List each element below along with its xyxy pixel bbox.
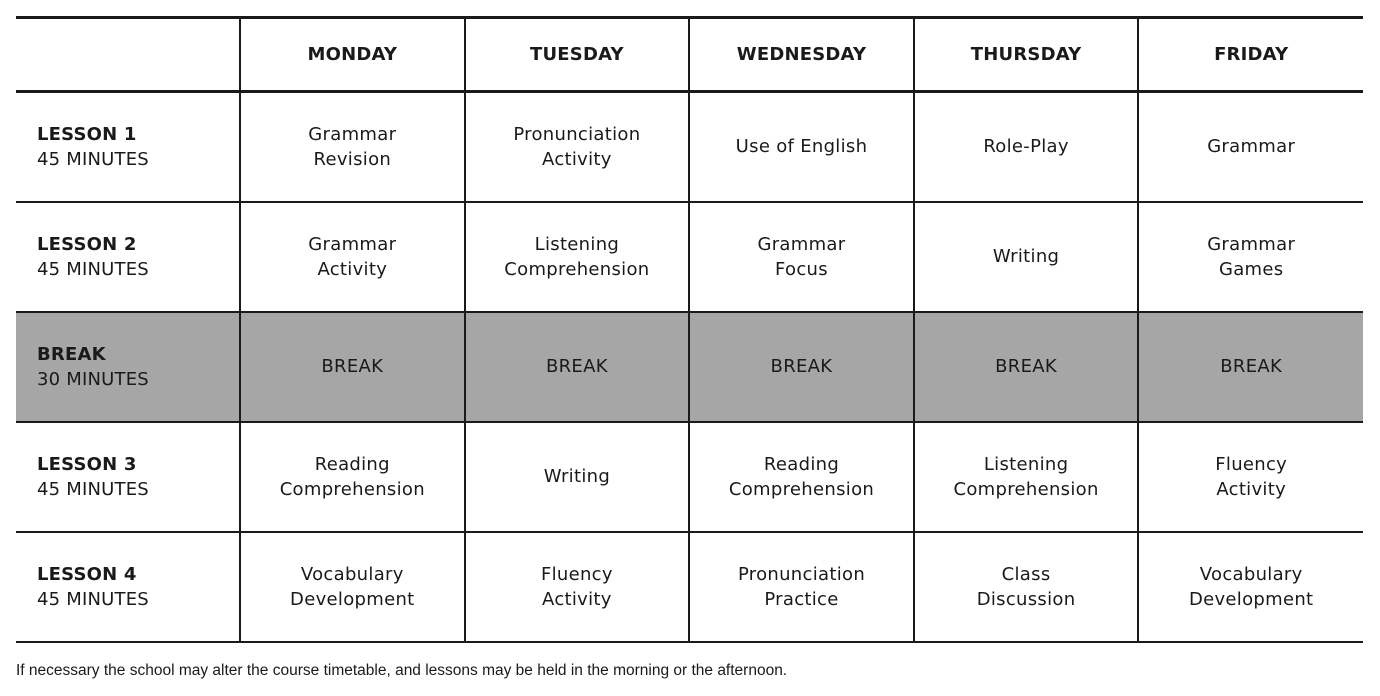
- cell-text: Activity: [542, 148, 612, 170]
- cell-text: Comprehension: [504, 258, 650, 280]
- cell-text: Pronunciation: [513, 123, 641, 145]
- cell-text: Listening: [983, 453, 1069, 475]
- cell-text: Writing: [543, 466, 611, 487]
- cell-text: Activity: [1216, 478, 1287, 500]
- cell-wednesday: [689, 312, 914, 422]
- lesson-row: [16, 202, 1363, 312]
- header-day-friday: FRIDAY: [1138, 18, 1363, 92]
- cell-wednesday: [689, 532, 914, 642]
- cell-text: BREAK: [1220, 356, 1283, 377]
- cell-monday: [240, 422, 465, 532]
- cell-wednesday: [689, 422, 914, 532]
- cell-text: Grammar: [1207, 136, 1296, 158]
- cell-tuesday: [465, 532, 690, 642]
- row-title: LESSON 3: [37, 453, 137, 475]
- cell-friday: [1138, 312, 1363, 422]
- cell-thursday: [914, 422, 1139, 532]
- header-corner: [16, 18, 240, 92]
- lesson-row: [16, 422, 1363, 532]
- cell-text: Activity: [317, 258, 388, 280]
- cell-friday: [1138, 422, 1363, 532]
- cell-monday: [240, 202, 465, 312]
- header-row: [16, 18, 1363, 92]
- cell-text: Reading: [763, 453, 840, 475]
- cell-text: Comprehension: [953, 478, 1099, 500]
- cell-text: Grammar: [308, 123, 397, 145]
- cell-text: Revision: [313, 148, 392, 170]
- cell-friday: [1138, 202, 1363, 312]
- cell-thursday: [914, 532, 1139, 642]
- cell-wednesday: [689, 92, 914, 202]
- cell-text: Pronunciation: [737, 563, 866, 585]
- header-day-thursday: THURSDAY: [914, 18, 1139, 92]
- cell-tuesday: [465, 312, 690, 422]
- row-header: [16, 532, 240, 642]
- cell-monday: [240, 312, 465, 422]
- cell-text: Class: [1001, 563, 1051, 585]
- cell-text: Grammar: [308, 233, 397, 255]
- cell-text: Grammar: [757, 233, 846, 255]
- row-header: [16, 422, 240, 532]
- cell-text: Games: [1218, 258, 1284, 280]
- cell-text: BREAK: [995, 356, 1057, 377]
- cell-thursday: [914, 92, 1139, 202]
- cell-text: Vocabulary: [300, 563, 404, 585]
- row-title: LESSON 4: [37, 563, 137, 585]
- cell-text: Role-Play: [983, 136, 1069, 158]
- cell-tuesday: [465, 422, 690, 532]
- cell-text: BREAK: [770, 356, 833, 377]
- cell-text: Fluency: [540, 563, 613, 585]
- cell-tuesday: [465, 92, 690, 202]
- timetable-body: [16, 92, 1363, 642]
- row-duration: 45 MINUTES: [37, 588, 149, 610]
- footnote: If necessary the school may alter the course timetable, and lessons may be held in the morning or the afternoon.: [16, 662, 788, 679]
- lesson-row: [16, 92, 1363, 202]
- row-duration: 45 MINUTES: [37, 148, 149, 170]
- header-day-monday: MONDAY: [240, 18, 465, 92]
- row-title: BREAK: [37, 343, 106, 365]
- cell-text: BREAK: [321, 356, 384, 377]
- break-row: [16, 312, 1363, 422]
- cell-text: Fluency: [1215, 453, 1288, 475]
- cell-text: Reading: [314, 453, 390, 475]
- cell-thursday: [914, 202, 1139, 312]
- cell-text: Comprehension: [728, 478, 875, 500]
- cell-wednesday: [689, 202, 914, 312]
- lesson-row: [16, 532, 1363, 642]
- row-title: LESSON 1: [37, 123, 137, 145]
- cell-text: Development: [290, 588, 415, 610]
- row-title: LESSON 2: [37, 233, 137, 255]
- row-header: [16, 312, 240, 422]
- cell-text: Activity: [542, 588, 612, 610]
- cell-tuesday: [465, 202, 690, 312]
- cell-text: BREAK: [545, 356, 608, 377]
- row-header: [16, 92, 240, 202]
- row-duration: 45 MINUTES: [37, 258, 149, 280]
- cell-text: Vocabulary: [1199, 563, 1303, 585]
- cell-text: Grammar: [1207, 233, 1296, 255]
- row-duration: 30 MINUTES: [37, 368, 149, 390]
- cell-text: Comprehension: [279, 478, 425, 500]
- row-header: [16, 202, 240, 312]
- cell-friday: [1138, 532, 1363, 642]
- cell-text: Writing: [992, 246, 1060, 267]
- timetable: [16, 16, 1363, 643]
- header-day-tuesday: TUESDAY: [465, 18, 690, 92]
- cell-text: Use of English: [735, 136, 868, 158]
- cell-text: Listening: [534, 233, 620, 255]
- cell-monday: [240, 92, 465, 202]
- cell-text: Discussion: [976, 588, 1076, 610]
- cell-friday: [1138, 92, 1363, 202]
- header-day-wednesday: WEDNESDAY: [689, 18, 914, 92]
- cell-text: Practice: [764, 588, 839, 610]
- cell-monday: [240, 532, 465, 642]
- cell-thursday: [914, 312, 1139, 422]
- row-duration: 45 MINUTES: [37, 478, 149, 500]
- cell-text: Focus: [775, 258, 828, 280]
- cell-text: Development: [1188, 588, 1314, 610]
